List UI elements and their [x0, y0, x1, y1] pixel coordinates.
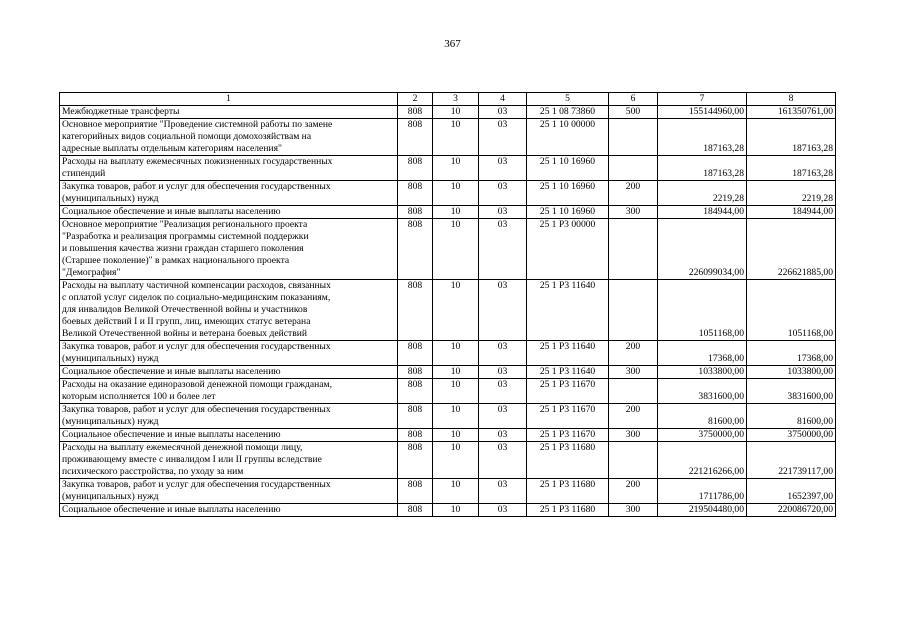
- amount-year-2: 226621885,00: [747, 219, 836, 280]
- budget-table: [59, 92, 836, 517]
- description-line: Расходы на оказание единоразовой денежной помощи гражданам,: [62, 379, 332, 390]
- table-row: [60, 341, 836, 366]
- header-col-4: 4: [479, 93, 527, 106]
- table-header-row: [60, 93, 836, 106]
- table-row: [60, 442, 836, 479]
- section-code: 10: [433, 280, 479, 341]
- agency-code: 808: [398, 181, 433, 206]
- expense-type-code: 200: [609, 479, 658, 504]
- amount-year-2: 220086720,00: [747, 504, 836, 517]
- section-code: 10: [433, 341, 479, 366]
- amount-year-1: 1711786,00: [658, 479, 747, 504]
- target-article-code: 25 1 P3 11640: [527, 366, 609, 379]
- amount-year-2: 1033800,00: [747, 366, 836, 379]
- header-col-5: 5: [527, 93, 609, 106]
- amount-year-1: 221216266,00: [658, 442, 747, 479]
- amount-year-2: 1051168,00: [747, 280, 836, 341]
- subsection-code: 03: [479, 206, 527, 219]
- row-description: [60, 504, 398, 517]
- agency-code: 808: [398, 219, 433, 280]
- target-article-code: 25 1 P3 11670: [527, 404, 609, 429]
- table-row: [60, 181, 836, 206]
- target-article-code: 25 1 P3 00000: [527, 219, 609, 280]
- amount-year-1: 1051168,00: [658, 280, 747, 341]
- row-description: [60, 479, 398, 504]
- table-row: [60, 479, 836, 504]
- amount-year-2: 184944,00: [747, 206, 836, 219]
- amount-year-1: 2219,28: [658, 181, 747, 206]
- expense-type-code: 500: [609, 106, 658, 119]
- amount-year-2: 1652397,00: [747, 479, 836, 504]
- amount-year-2: 81600,00: [747, 404, 836, 429]
- row-description: [60, 366, 398, 379]
- table-row: [60, 106, 836, 119]
- header-col-3: 3: [433, 93, 479, 106]
- expense-type-code: [609, 379, 658, 404]
- description-line: Социальное обеспечение и иные выплаты населению: [62, 206, 281, 217]
- table-row: [60, 219, 836, 280]
- agency-code: 808: [398, 206, 433, 219]
- target-article-code: 25 1 P3 11640: [527, 341, 609, 366]
- description-line: категорийных видов социальной помощи домохозяйствам на: [62, 131, 312, 142]
- row-description: [60, 379, 398, 404]
- target-article-code: 25 1 P3 11670: [527, 379, 609, 404]
- subsection-code: 03: [479, 366, 527, 379]
- amount-year-2: 187163,28: [747, 156, 836, 181]
- amount-year-2: 3831600,00: [747, 379, 836, 404]
- table-row: [60, 119, 836, 156]
- agency-code: 808: [398, 106, 433, 119]
- subsection-code: 03: [479, 379, 527, 404]
- agency-code: 808: [398, 429, 433, 442]
- table-row: [60, 429, 836, 442]
- amount-year-1: 1033800,00: [658, 366, 747, 379]
- expense-type-code: 300: [609, 429, 658, 442]
- subsection-code: 03: [479, 181, 527, 206]
- amount-year-1: 187163,28: [658, 156, 747, 181]
- section-code: 10: [433, 479, 479, 504]
- subsection-code: 03: [479, 442, 527, 479]
- description-line: с оплатой услуг сиделок по социально-медицинским показаниям,: [62, 292, 331, 303]
- description-line: для инвалидов Великой Отечественной войны и участников: [62, 304, 308, 315]
- agency-code: 808: [398, 366, 433, 379]
- amount-year-2: 17368,00: [747, 341, 836, 366]
- amount-year-2: 3750000,00: [747, 429, 836, 442]
- header-col-2: 2: [398, 93, 433, 106]
- expense-type-code: 200: [609, 404, 658, 429]
- section-code: 10: [433, 442, 479, 479]
- section-code: 10: [433, 206, 479, 219]
- description-line: Закупка товаров, работ и услуг для обеспечения государственных: [62, 404, 331, 415]
- expense-type-code: [609, 280, 658, 341]
- description-line: Закупка товаров, работ и услуг для обеспечения государственных: [62, 479, 331, 490]
- expense-type-code: 300: [609, 366, 658, 379]
- description-line: Основное мероприятие "Проведение системной работы по замене: [62, 119, 333, 130]
- table-row: [60, 156, 836, 181]
- description-line: Расходы на выплату ежемесячной денежной помощи лицу,: [62, 442, 303, 453]
- row-description: [60, 341, 398, 366]
- description-line: "Демография": [62, 267, 121, 278]
- amount-year-1: 219504480,00: [658, 504, 747, 517]
- row-description: [60, 106, 398, 119]
- header-col-7: 7: [658, 93, 747, 106]
- expense-type-code: [609, 156, 658, 181]
- target-article-code: 25 1 10 00000: [527, 119, 609, 156]
- target-article-code: 25 1 P3 11680: [527, 442, 609, 479]
- row-description: [60, 156, 398, 181]
- expense-type-code: [609, 442, 658, 479]
- expense-type-code: 200: [609, 341, 658, 366]
- amount-year-2: 161350761,00: [747, 106, 836, 119]
- row-description: [60, 181, 398, 206]
- target-article-code: 25 1 P3 11670: [527, 429, 609, 442]
- expense-type-code: 300: [609, 504, 658, 517]
- table-row: [60, 379, 836, 404]
- target-article-code: 25 1 P3 11640: [527, 280, 609, 341]
- agency-code: 808: [398, 504, 433, 517]
- agency-code: 808: [398, 280, 433, 341]
- subsection-code: 03: [479, 341, 527, 366]
- page-number: 367: [444, 38, 461, 50]
- subsection-code: 03: [479, 404, 527, 429]
- description-line: которым исполняется 100 и более лет: [62, 391, 216, 402]
- section-code: 10: [433, 429, 479, 442]
- table-row: [60, 206, 836, 219]
- header-col-6: 6: [609, 93, 658, 106]
- amount-year-1: 187163,28: [658, 119, 747, 156]
- section-code: 10: [433, 119, 479, 156]
- row-description: [60, 119, 398, 156]
- description-line: Великой Отечественной войны и ветерана боевых действий: [62, 328, 308, 339]
- description-line: Закупка товаров, работ и услуг для обеспечения государственных: [62, 341, 331, 352]
- subsection-code: 03: [479, 504, 527, 517]
- table-row: [60, 366, 836, 379]
- target-article-code: 25 1 10 16960: [527, 181, 609, 206]
- row-description: [60, 280, 398, 341]
- description-line: Социальное обеспечение и иные выплаты населению: [62, 366, 281, 377]
- section-code: 10: [433, 219, 479, 280]
- description-line: Расходы на выплату частичной компенсации расходов, связанных: [62, 280, 331, 291]
- section-code: 10: [433, 156, 479, 181]
- amount-year-1: 184944,00: [658, 206, 747, 219]
- section-code: 10: [433, 181, 479, 206]
- table-body: [60, 93, 836, 517]
- description-line: (муниципальных) нужд: [62, 193, 159, 204]
- target-article-code: 25 1 P3 11680: [527, 504, 609, 517]
- description-line: Социальное обеспечение и иные выплаты населению: [62, 504, 281, 515]
- subsection-code: 03: [479, 479, 527, 504]
- table-row: [60, 280, 836, 341]
- expense-type-code: 200: [609, 181, 658, 206]
- amount-year-1: 81600,00: [658, 404, 747, 429]
- description-line: боевых действий I и II групп, лиц, имеющих статус ветерана: [62, 316, 311, 327]
- expense-type-code: 300: [609, 206, 658, 219]
- subsection-code: 03: [479, 106, 527, 119]
- description-line: Социальное обеспечение и иные выплаты населению: [62, 429, 281, 440]
- target-article-code: 25 1 10 16960: [527, 206, 609, 219]
- subsection-code: 03: [479, 429, 527, 442]
- subsection-code: 03: [479, 119, 527, 156]
- agency-code: 808: [398, 379, 433, 404]
- description-line: Расходы на выплату ежемесячных пожизненных государственных: [62, 156, 333, 167]
- description-line: и повышения качества жизни граждан старшего поколения: [62, 243, 304, 254]
- subsection-code: 03: [479, 280, 527, 341]
- description-line: (муниципальных) нужд: [62, 353, 159, 364]
- amount-year-1: 3750000,00: [658, 429, 747, 442]
- header-col-8: 8: [747, 93, 836, 106]
- section-code: 10: [433, 504, 479, 517]
- description-line: стипендий: [62, 168, 106, 179]
- section-code: 10: [433, 379, 479, 404]
- amount-year-1: 155144960,00: [658, 106, 747, 119]
- agency-code: 808: [398, 404, 433, 429]
- subsection-code: 03: [479, 219, 527, 280]
- row-description: [60, 442, 398, 479]
- target-article-code: 25 1 08 73860: [527, 106, 609, 119]
- section-code: 10: [433, 404, 479, 429]
- table-row: [60, 504, 836, 517]
- description-line: (муниципальных) нужд: [62, 416, 159, 427]
- amount-year-2: 221739117,00: [747, 442, 836, 479]
- subsection-code: 03: [479, 156, 527, 181]
- description-line: (муниципальных) нужд: [62, 491, 159, 502]
- header-col-1: 1: [60, 93, 398, 106]
- description-line: психического расстройства, по уходу за ним: [62, 466, 244, 477]
- row-description: [60, 219, 398, 280]
- amount-year-2: 2219,28: [747, 181, 836, 206]
- description-line: проживающему вместе с инвалидом I или II группы вследствие: [62, 454, 322, 465]
- description-line: Закупка товаров, работ и услуг для обеспечения государственных: [62, 181, 331, 192]
- row-description: [60, 206, 398, 219]
- amount-year-1: 3831600,00: [658, 379, 747, 404]
- row-description: [60, 404, 398, 429]
- amount-year-2: 187163,28: [747, 119, 836, 156]
- agency-code: 808: [398, 119, 433, 156]
- agency-code: 808: [398, 442, 433, 479]
- target-article-code: 25 1 10 16960: [527, 156, 609, 181]
- description-line: "Разработка и реализация программы системной поддержки: [62, 231, 309, 242]
- expense-type-code: [609, 119, 658, 156]
- section-code: 10: [433, 106, 479, 119]
- description-line: Межбюджетные трансферты: [62, 106, 180, 117]
- agency-code: 808: [398, 479, 433, 504]
- target-article-code: 25 1 P3 11680: [527, 479, 609, 504]
- table-row: [60, 404, 836, 429]
- amount-year-1: 226099034,00: [658, 219, 747, 280]
- description-line: (Старшее поколение)" в рамках национального проекта: [62, 255, 290, 266]
- amount-year-1: 17368,00: [658, 341, 747, 366]
- agency-code: 808: [398, 156, 433, 181]
- expense-type-code: [609, 219, 658, 280]
- row-description: [60, 429, 398, 442]
- section-code: 10: [433, 366, 479, 379]
- agency-code: 808: [398, 341, 433, 366]
- description-line: Основное мероприятие "Реализация регионального проекта: [62, 219, 308, 230]
- description-line: адресные выплаты отдельным категориям населения": [62, 143, 282, 154]
